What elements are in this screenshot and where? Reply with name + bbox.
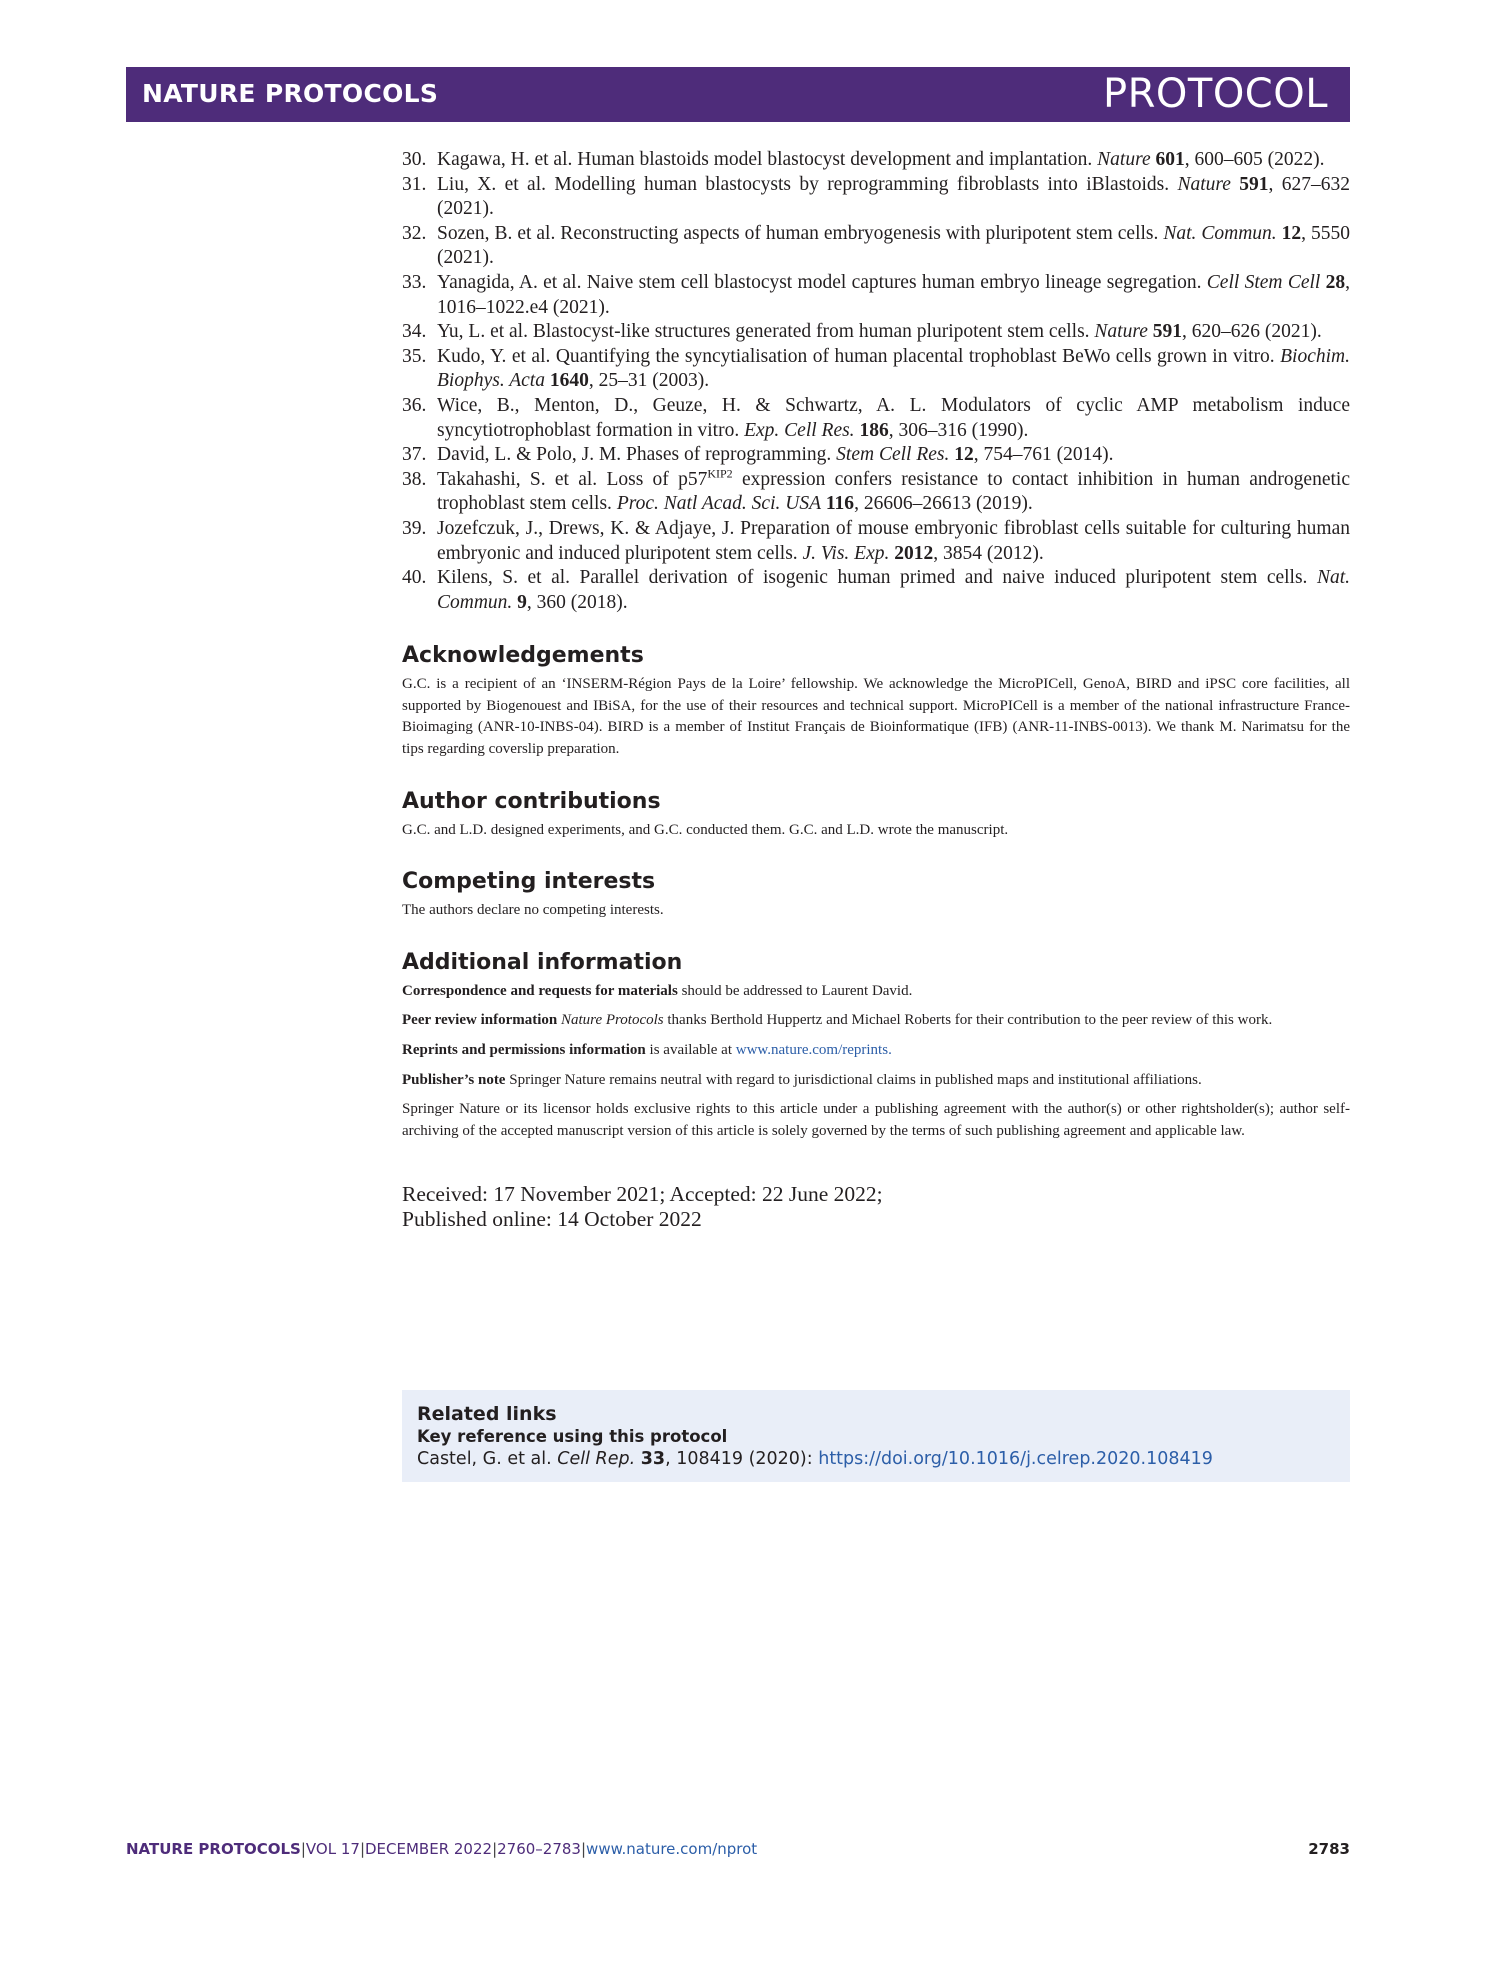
reference-item: [402, 320, 1350, 345]
reference-number: 35.: [402, 345, 427, 367]
reference-item: [402, 148, 1350, 173]
correspondence-paragraph: [402, 981, 1350, 1003]
reference-pages: , 26606–26613 (2019).: [854, 493, 1033, 515]
additional-information-heading: Additional information: [402, 949, 683, 975]
competing-interests-section: [402, 869, 1350, 922]
reference-item: [402, 173, 1350, 222]
reference-item: [402, 394, 1350, 443]
published-online-date: Published online: 14 October 2022: [402, 1207, 702, 1232]
reprints-link[interactable]: www.nature.com/reprints.: [735, 1042, 892, 1059]
reference-item: [402, 517, 1350, 566]
reference-journal: Stem Cell Res.: [836, 444, 950, 466]
competing-interests-text: The authors declare no competing interests.: [402, 902, 664, 919]
reference-number: 34.: [402, 321, 427, 343]
correspondence-label: Correspondence and requests for materials: [402, 982, 678, 999]
reference-text: Kilens, S. et al. Parallel derivation of isogenic human primed and naive induced pluripotent stem cells.: [437, 567, 1317, 589]
reference-text: Jozefczuk, J., Drews, K. & Adjaye, J. Preparation of mouse embryonic fibroblast cells suitable for culturing human embryonic and induced pluripotent stem cells.: [437, 517, 1350, 564]
related-ref-authors: Castel, G. et al.: [417, 1449, 558, 1469]
reference-pages: , 3854 (2012).: [933, 542, 1044, 564]
reprints-text: is available at: [645, 1042, 736, 1059]
reference-journal: Proc. Natl Acad. Sci. USA: [616, 493, 821, 515]
peer-review-journal: Nature Protocols: [560, 1012, 664, 1029]
related-ref-doi-link[interactable]: https://doi.org/10.1016/j.celrep.2020.108419: [818, 1449, 1213, 1469]
article-dates: [402, 1182, 1350, 1232]
reference-number: 37.: [402, 444, 427, 466]
reference-superscript: KIP2: [707, 466, 733, 481]
footer-separator: |: [300, 1840, 306, 1858]
related-ref-journal: Cell Rep.: [557, 1449, 636, 1469]
footer-separator: |: [492, 1840, 498, 1858]
author-contributions-section: [402, 789, 1350, 842]
footer-volume: VOL 17: [305, 1840, 360, 1858]
reference-text: Yu, L. et al. Blastocyst-like structures generated from human pluripotent stem cells.: [437, 321, 1095, 343]
reference-item: [402, 443, 1350, 468]
reference-text: expression confers resistance to contact inhibition in human androgenetic trophoblast stem cells.: [437, 468, 1350, 515]
reference-journal: Nature: [1094, 321, 1148, 343]
reference-journal: Nat. Commun.: [437, 567, 1350, 613]
author-contributions-text: G.C. and L.D. designed experiments, and G.C. conducted them. G.C. and L.D. wrote the manuscript.: [402, 821, 1009, 838]
peer-review-paragraph: [402, 1010, 1350, 1032]
reference-number: 36.: [402, 394, 427, 416]
reference-item: [402, 271, 1350, 320]
reference-volume: 601: [1155, 149, 1185, 170]
journal-header: [126, 67, 1350, 122]
footer-journal: NATURE PROTOCOLS: [126, 1840, 301, 1858]
reference-volume: 12: [954, 444, 974, 466]
reference-pages: , 360 (2018).: [526, 591, 628, 613]
reference-journal: Cell Stem Cell: [1206, 271, 1321, 293]
reference-item: [402, 345, 1350, 394]
reference-item: [402, 566, 1350, 615]
reference-number: 40.: [402, 567, 427, 589]
reference-text: Yanagida, A. et al. Naive stem cell blastocyst model captures human embryo lineage segregation.: [437, 271, 1207, 293]
reference-number: 32.: [402, 222, 427, 244]
main-content: [402, 148, 1350, 1232]
publisher-note-text: Springer Nature remains neutral with regard to jurisdictional claims in published maps and institutional affiliations.: [505, 1071, 1202, 1088]
reference-pages: , 25–31 (2003).: [588, 370, 710, 392]
reference-volume: 12: [1281, 222, 1302, 244]
reference-journal: Exp. Cell Res.: [744, 419, 855, 441]
reference-number: 39.: [402, 517, 427, 539]
reference-volume: 1640: [549, 370, 589, 392]
reference-journal: Nature: [1177, 173, 1231, 195]
reference-journal: J. Vis. Exp.: [802, 542, 890, 564]
received-accepted-dates: Received: 17 November 2021; Accepted: 22 June 2022;: [402, 1182, 883, 1207]
reference-list: [402, 148, 1350, 615]
reference-volume: 2012: [894, 542, 934, 564]
reference-text: Wice, B., Menton, D., Geuze, H. & Schwartz, A. L. Modulators of cyclic AMP metabolism induce syncytiotrophoblast formation in vitro.: [437, 394, 1350, 441]
acknowledgements-section: [402, 643, 1350, 760]
peer-review-text: thanks Berthold Huppertz and Michael Roberts for their contribution to the peer review of this work.: [663, 1012, 1273, 1029]
reference-volume: 591: [1239, 173, 1269, 195]
publisher-note-label: Publisher’s note: [402, 1071, 506, 1088]
journal-name: NATURE PROTOCOLS: [142, 79, 439, 108]
reference-volume: 116: [825, 493, 855, 515]
reference-volume: 28: [1325, 271, 1346, 293]
reference-journal: Biochim. Biophys. Acta: [437, 345, 1350, 392]
page-number: 2783: [1308, 1840, 1350, 1858]
author-contributions-heading: Author contributions: [402, 788, 661, 814]
reference-journal: Nat. Commun.: [1163, 222, 1277, 244]
reference-text: Liu, X. et al. Modelling human blastocysts by reprogramming fibroblasts into iBlastoids.: [437, 173, 1178, 195]
reference-volume: 186: [859, 419, 889, 441]
footer-issue: DECEMBER 2022: [365, 1840, 493, 1858]
rights-paragraph: Springer Nature or its licensor holds exclusive rights to this article under a publishing agreement with the author(s) or other rightsholder(s); author self-archiving of the accepted manuscript version of this article is solely governed by the terms of such publishing agreement and applicable law.: [402, 1101, 1350, 1139]
reference-number: 31.: [402, 173, 427, 195]
additional-information-section: [402, 950, 1350, 1143]
reprints-paragraph: [402, 1040, 1350, 1062]
reference-pages: , 754–761 (2014).: [973, 444, 1114, 466]
reprints-label: Reprints and permissions information: [402, 1042, 646, 1059]
reference-pages: , 600–605 (2022).: [1184, 149, 1325, 170]
related-reference: [417, 1447, 1335, 1471]
reference-text: Takahashi, S. et al. Loss of p57: [437, 468, 708, 490]
publisher-note-paragraph: [402, 1070, 1350, 1092]
reference-volume: 9: [517, 591, 527, 613]
reference-text: Kudo, Y. et al. Quantifying the syncytialisation of human placental trophoblast BeWo cells grown in vitro.: [437, 345, 1281, 367]
reference-pages: , 1016–1022.e4 (2021).: [437, 271, 1351, 318]
reference-number: 30.: [402, 149, 427, 170]
reference-volume: 591: [1152, 321, 1182, 343]
reference-item: [402, 468, 1350, 517]
related-links-title: Related links: [417, 1403, 557, 1425]
reference-journal: Nature: [1097, 149, 1151, 170]
footer-pages: 2760–2783: [497, 1840, 581, 1858]
acknowledgements-text: G.C. is a recipient of an ‘INSERM-Région Pays de la Loire’ fellowship. We acknowledge the MicroPICell, GenoA, BIRD and iPSC core facilities, all supported by Biogenouest and IBiSA, for the use of their resources and technical support. MicroPICell is a member of the national infrastructure France-Bioimaging (ANR-10-INBS-04). BIRD is a member of Institut Français de Bioinformatique (IFB) (ANR-11-INBS-0013). We thank M. Narimatsu for the tips regarding coverslip preparation.: [402, 676, 1350, 758]
peer-review-label: Peer review information: [402, 1012, 558, 1029]
correspondence-text: should be addressed to Laurent David.: [677, 982, 913, 999]
reference-text: Sozen, B. et al. Reconstructing aspects of human embryogenesis with pluripotent stem cells.: [437, 222, 1164, 244]
footer-url-link[interactable]: www.nature.com/nprot: [586, 1840, 758, 1858]
article-type: PROTOCOL: [1102, 71, 1328, 117]
reference-pages: , 620–626 (2021).: [1182, 321, 1322, 343]
reference-pages: , 627–632 (2021).: [437, 173, 1350, 220]
reference-number: 33.: [402, 271, 427, 293]
reference-pages: , 306–316 (1990).: [888, 419, 1029, 441]
related-ref-volume: 33: [640, 1449, 666, 1469]
reference-text: Kagawa, H. et al. Human blastoids model blastocyst development and implantation.: [437, 149, 1098, 170]
related-links-box: [402, 1390, 1350, 1482]
related-links-subtitle: Key reference using this protocol: [417, 1427, 728, 1446]
reference-number: 38.: [402, 468, 427, 490]
related-ref-pages: , 108419 (2020):: [665, 1449, 819, 1469]
footer-separator: |: [359, 1840, 365, 1858]
reference-pages: , 5550 (2021).: [437, 222, 1350, 269]
reference-text: David, L. & Polo, J. M. Phases of reprogramming.: [437, 444, 837, 466]
competing-interests-heading: Competing interests: [402, 869, 656, 895]
reference-item: [402, 222, 1350, 271]
footer-separator: |: [580, 1840, 587, 1858]
acknowledgements-heading: Acknowledgements: [402, 643, 644, 669]
page-footer: [126, 1840, 1350, 1858]
